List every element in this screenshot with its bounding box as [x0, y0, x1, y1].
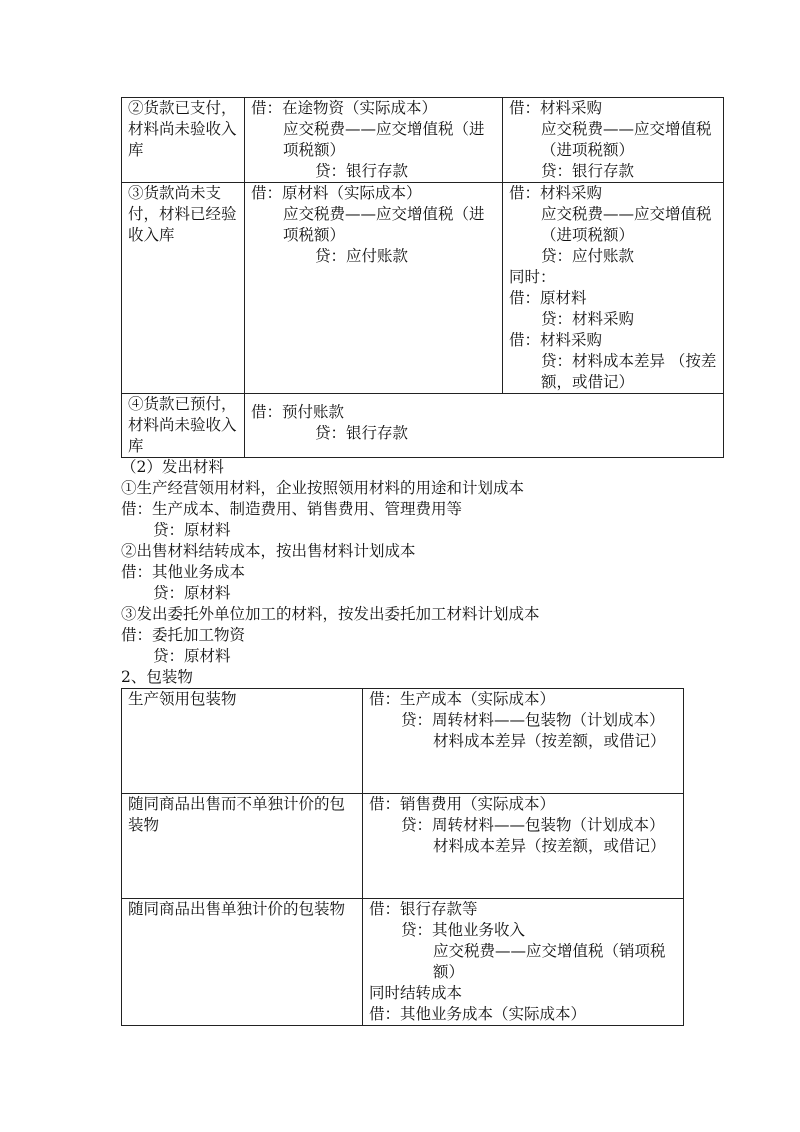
- section-heading: （2）发出材料: [121, 458, 224, 476]
- entry-line: 贷：材料采购: [541, 310, 635, 328]
- entry-line: 借：原材料（实际成本）: [251, 184, 422, 202]
- paragraph: 贷：原材料: [153, 521, 231, 539]
- table-row: [122, 98, 724, 183]
- paragraph: 借：生产成本、制造费用、销售费用、管理费用等: [121, 500, 463, 518]
- table-row: [122, 899, 684, 1026]
- case-cell: ④货款已预付，材料尚未验收入库: [122, 394, 245, 458]
- entry-cell-actual-cost: [245, 98, 503, 183]
- entry-line: 同时：: [509, 268, 556, 286]
- entry-line: 借：在途物资（实际成本）: [251, 99, 438, 117]
- table-row: [122, 183, 724, 394]
- entry-cell-actual-cost: [245, 183, 503, 394]
- table-row: [122, 794, 684, 899]
- entry-cell: [363, 899, 684, 1026]
- entry-line: 贷：其他业务收入: [401, 921, 526, 939]
- entry-line: 借：生产成本（实际成本）: [369, 690, 556, 708]
- entry-line: 贷：周转材料——包装物（计划成本）: [401, 816, 665, 834]
- entry-line: 借：预付账款: [251, 403, 345, 421]
- entry-line: 借：材料采购: [509, 99, 603, 117]
- entry-line: 贷：周转材料——包装物（计划成本）: [401, 711, 665, 729]
- case-cell: ②货款已支付，材料尚未验收入库: [122, 98, 245, 183]
- case-cell: 随同商品出售而不单独计价的包装物: [122, 794, 363, 899]
- entry-line: 应交税费——应交增值税（销项税额）: [433, 942, 666, 981]
- paragraph: ①生产经营领用材料，企业按照领用材料的用途和计划成本: [121, 479, 525, 497]
- paragraph: 借：委托加工物资: [121, 626, 246, 644]
- entry-cell-planned-cost: [503, 98, 724, 183]
- paragraph: 借：其他业务成本: [121, 563, 246, 581]
- paragraph: 贷：原材料: [153, 647, 231, 665]
- entry-line: 借：银行存款等: [369, 900, 478, 918]
- packaging-entries-table: [121, 688, 684, 1026]
- entry-line: 借：材料采购: [509, 184, 603, 202]
- case-cell: 生产领用包装物: [122, 689, 363, 794]
- entry-cell-merged: [245, 394, 724, 458]
- entry-line: 应交税费——应交增值税（进项税额）: [283, 120, 485, 159]
- entry-cell: [363, 794, 684, 899]
- entry-line: 借：销售费用（实际成本）: [369, 795, 556, 813]
- entry-line: 同时结转成本: [369, 984, 463, 1002]
- entry-line: 材料成本差异（按差额，或借记）: [433, 837, 666, 855]
- paragraph: ③发出委托外单位加工的材料，按发出委托加工材料计划成本: [121, 605, 540, 623]
- entry-line: 贷：应付账款: [541, 247, 635, 265]
- entry-line: 应交税费——应交增值税（进项税额）: [541, 205, 712, 244]
- purchase-entries-table: [121, 97, 724, 458]
- entry-line: 贷：银行存款: [315, 424, 409, 442]
- entry-line: 应交税费——应交增值税（进项税额）: [283, 205, 485, 244]
- entry-line: 贷：应付账款: [315, 247, 409, 265]
- entry-line: 材料成本差异（按差额，或借记）: [433, 732, 666, 750]
- paragraph: 贷：原材料: [153, 584, 231, 602]
- entry-line: 贷：材料成本差异 （按差额，或借记）: [541, 352, 717, 391]
- paragraph: ②出售材料结转成本，按出售材料计划成本: [121, 542, 416, 560]
- entry-cell-planned-cost: [503, 183, 724, 394]
- entry-line: 贷：银行存款: [541, 162, 635, 180]
- case-cell: 随同商品出售单独计价的包装物: [122, 899, 363, 1026]
- entry-line: 借：其他业务成本（实际成本）: [369, 1005, 587, 1023]
- entry-line: 应交税费——应交增值税（进项税额）: [541, 120, 712, 159]
- table-row: [122, 689, 684, 794]
- entry-line: 借：材料采购: [509, 331, 603, 349]
- section-heading: 2、包装物: [121, 668, 193, 686]
- entry-line: 借：原材料: [509, 289, 587, 307]
- entry-cell: [363, 689, 684, 794]
- case-cell: ③货款尚未支付，材料已经验收入库: [122, 183, 245, 394]
- table-row: [122, 394, 724, 458]
- entry-line: 贷：银行存款: [315, 162, 409, 180]
